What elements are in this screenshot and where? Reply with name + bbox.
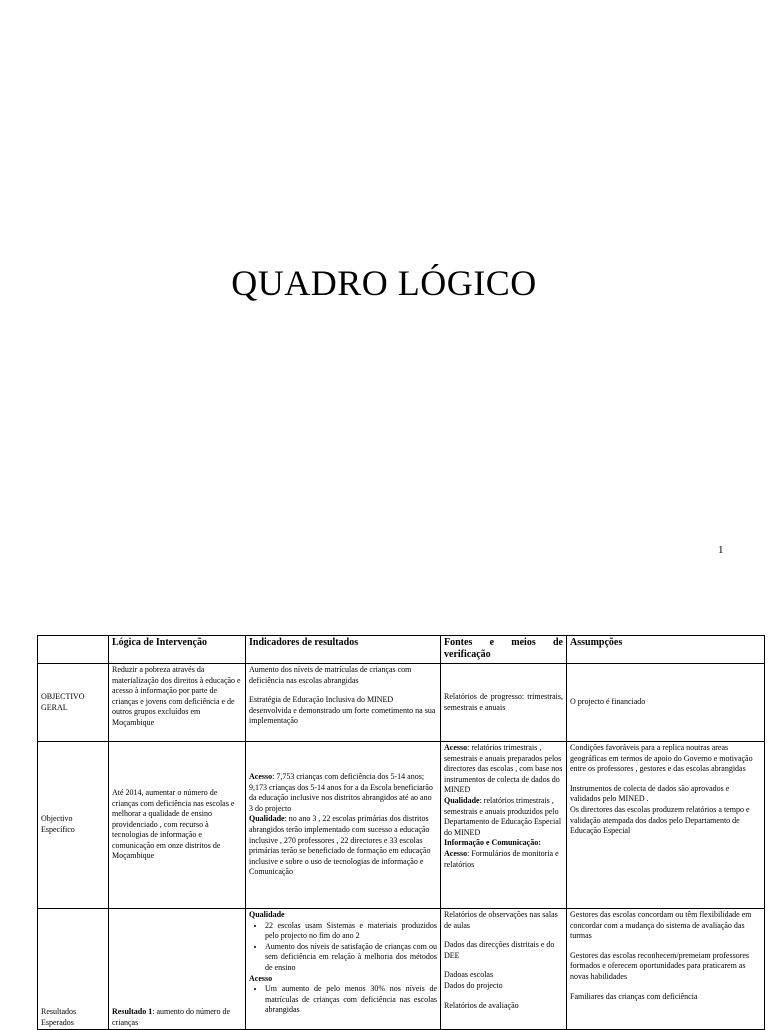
cell-fontes: Acesso: relatórios trimestrais , semestrais e anuais preparados pelos directores das escolas , com base nos instrumentos de colecta de dados do MINED Qualidade: relatórios trimestrais , semestrais e anuais produzidos pelo Departamento de Educação Especial do MINED Informação e Comunicação: Acesso: Formulários de monitoria e relatórios bbox=[441, 742, 567, 909]
header-logica: Lógica de Intervenção bbox=[109, 636, 246, 664]
indicator-list bbox=[249, 921, 437, 974]
header-indicadores: Indicadores de resultados bbox=[246, 636, 441, 664]
table-header-row bbox=[38, 636, 765, 664]
cell-logica: Até 2014, aumentar o número de crianças com deficiência nas escolas e melhorar a qualidade de ensino providenciado , com recurso à tecnologias de informação e comunicação em onze distritos de Moçambique bbox=[109, 742, 246, 909]
cell-assumpcoes: Gestores das escolas concordam ou têm flexibilidade em concordar com a mudança do sistema de avaliação das turmas Gestores das escolas reconhecem/premeiam professores formados e oferecem oportunidades para praticarem as novas habilidades Familiares das crianças com deficiência bbox=[567, 909, 765, 1030]
header-assumpcoes: Assumpções bbox=[567, 636, 765, 664]
indicator-qualidade: Qualidade: no ano 3 , 22 escolas primárias dos distritos abrangidos terão implementado com sucesso a educação inclusive , 270 professores , 22 directores e 33 escolas primárias terão se beneficiado de formação em educação inclusive e sobre o uso de tecnologias de informação e Comunicação bbox=[249, 814, 431, 877]
indicator-text: Aumento dos níveis de matrículas de crianças com deficiência nas escolas abrangidas bbox=[249, 665, 412, 685]
cell-indicadores bbox=[246, 742, 441, 909]
row-label: Resultados Esperados bbox=[38, 909, 109, 1030]
row-label: OBJECTIVO GERAL bbox=[38, 664, 109, 742]
indicator-acesso: Acesso: 7,753 crianças com deficiência dos 5-14 anos; 9,173 crianças dos 5-14 anos for a da Escola beneficiarão da educação inclusive nos distritos abrangidos até ao ano 3 do projecto bbox=[249, 772, 433, 813]
document-title: QUADRO LÓGICO bbox=[231, 263, 537, 303]
cell-fontes: Relatórios de progresso: trimestrais, semestrais e anuais bbox=[441, 664, 567, 742]
cell-fontes: Relatórios de observações nas salas de aulas Dados das direcções distritais e do DEE Dadoas escolas Dados do projecto Relatórios de avaliação bbox=[441, 909, 567, 1030]
table-row-objectivo-geral bbox=[38, 664, 765, 742]
cell-indicadores: Qualidade • 22 escolas usam Sistemas e materiais produzidos pelo projecto no fim do ano 2 • Aumento dos níveis de satisfação de crianças com ou sem deficiência em relação à melhoria dos métodos de ensino Acesso • Um aumento de pelo menos 30% nos níveis de matrículas de crianças com deficiência nas escolas abrangidas bbox=[246, 909, 441, 1030]
list-item: • Aumento dos níveis de satisfação de crianças com ou sem deficiência em relação à melhoria dos métodos de ensino bbox=[265, 942, 437, 974]
page-number: 1 bbox=[718, 544, 724, 556]
cell-indicadores bbox=[246, 664, 441, 742]
table-row-objectivo-especifico bbox=[38, 742, 765, 909]
row-label: Objectivo Específico bbox=[38, 742, 109, 909]
indicator-text: Estratégia de Educação Inclusiva do MINED desenvolvida e demonstrado um forte cometimento na sua implementação bbox=[249, 695, 436, 726]
cell-logica: Reduzir a pobreza através da materialização dos direitos à educação e acesso à informação por parte de crianças e jovens com deficiência e de outros grupos excluídos em Moçambique bbox=[109, 664, 246, 742]
cell-logica: Resultado 1: aumento do número de crianças bbox=[109, 909, 246, 1030]
indicator-list bbox=[249, 984, 437, 1016]
logical-framework-table bbox=[37, 635, 765, 1030]
cell-assumpcoes: Condições favoráveis para a replica noutras areas geográficas em termos de apoio do Governo e motivação entre os professores , gestores e das escolas abrangidas Instrumentos de colecta de dados são aprovados e validados pelo MINED . Os directores das escolas produzem relatórios a tempo e validação atempada dos dados pelo Departamento de Educação Especial bbox=[567, 742, 765, 909]
list-item: • Um aumento de pelo menos 30% nos níveis de matrículas de crianças com deficiência nas escolas abrangidas bbox=[265, 984, 437, 1016]
header-empty bbox=[38, 636, 109, 664]
header-fontes: Fontes e meios de verificação bbox=[441, 636, 567, 664]
list-item: • 22 escolas usam Sistemas e materiais produzidos pelo projecto no fim do ano 2 bbox=[265, 921, 437, 942]
table-row-resultados bbox=[38, 909, 765, 1030]
cell-assumpcoes: O projecto é financiado bbox=[567, 664, 765, 742]
